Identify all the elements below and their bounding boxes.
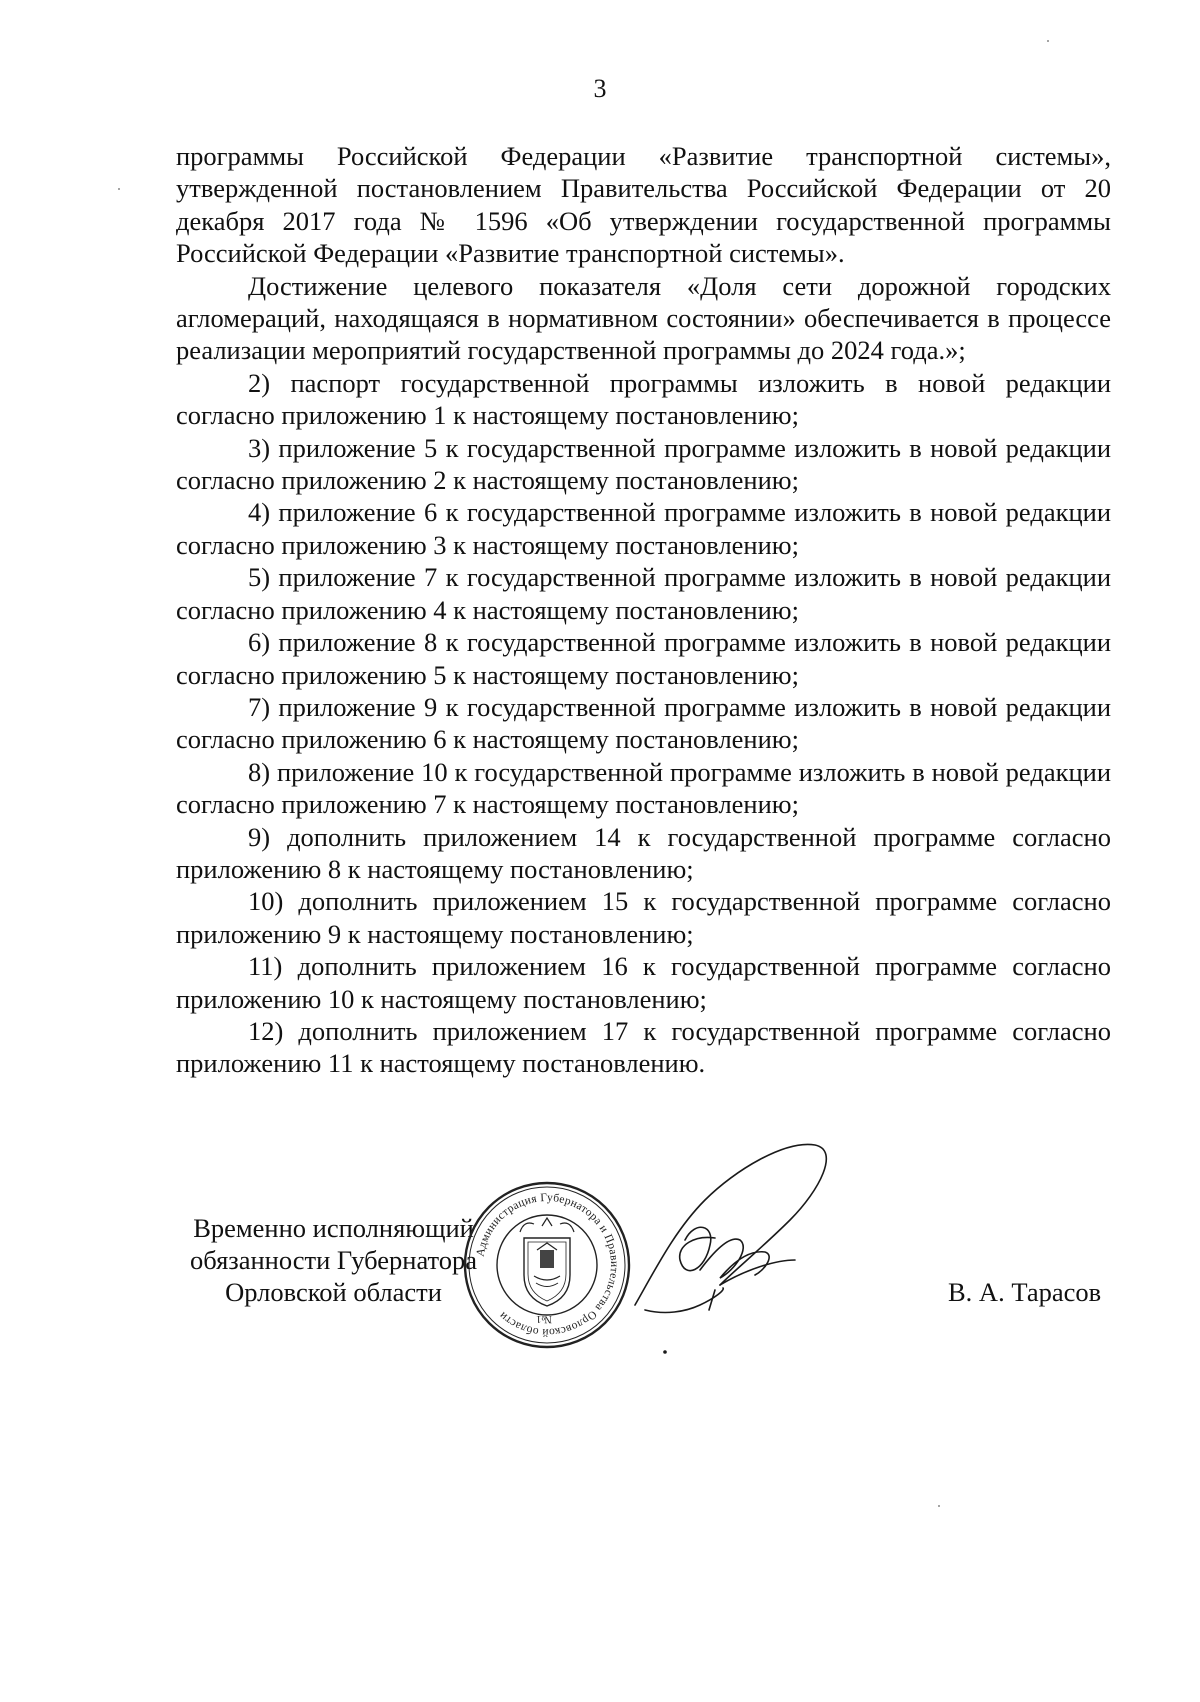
paragraph: Достижение целевого показателя «Доля сети дорожной городских агломераций, находящаяся в нормативном состоянии» обеспечивается в процессе реализации мероприятий государственной программы до 2024 года.»; xyxy=(176,270,1111,366)
list-item: 2) паспорт государственной программы изложить в новой редакции согласно приложению 1 к настоящему постановлению; xyxy=(176,367,1111,431)
scan-speck xyxy=(938,1505,940,1507)
list-item: 9) дополнить приложением 14 к государственной программе согласно приложению 8 к настоящему постановлению; xyxy=(176,821,1111,884)
list-item: 12) дополнить приложением 17 к государственной программе согласно приложению 11 к настоящему постановлению. xyxy=(176,1015,1111,1079)
paragraph: программы Российской Федерации «Развитие транспортной системы», утвержденной постановлением Правительства Российской Федерации от 20 декабря 2017 года № 1596 «Об утверждении государственной программы Российской Федерации «Развитие транспортной системы». xyxy=(176,141,1111,269)
page-number: 3 xyxy=(593,74,607,103)
signature xyxy=(625,1120,895,1360)
list-item: 4) приложение 6 к государственной программе изложить в новой редакции согласно приложению 3 к настоящему постановлению; xyxy=(176,497,1111,560)
list-item: 3) приложение 5 к государственной программе изложить в новой редакции согласно приложению 2 к настоящему постановлению; xyxy=(176,432,1111,496)
list-item: 10) дополнить приложением 15 к государственной программе согласно приложению 9 к настоящему постановлению; xyxy=(176,886,1111,949)
list-item: 6) приложение 8 к государственной программе изложить в новой редакции согласно приложению 5 к настоящему постановлению; xyxy=(176,627,1111,690)
list-item: 7) приложение 9 к государственной программе изложить в новой редакции согласно приложению 6 к настоящему постановлению; xyxy=(176,691,1111,755)
official-seal xyxy=(462,1180,632,1350)
signatory-position-line: Орловской области xyxy=(225,1277,442,1307)
svg-text:Администрация Губернатора и Пр: Администрация Губернатора и Правительства Орловской области xyxy=(474,1191,621,1339)
signatory-position xyxy=(190,1212,477,1308)
signatory-position-line: обязанности Губернатора xyxy=(190,1245,478,1275)
scan-speck xyxy=(1047,40,1049,42)
scan-speck xyxy=(118,188,120,190)
list-item: 11) дополнить приложением 16 к государственной программе согласно приложению 10 к настоящему постановлению; xyxy=(176,951,1111,1014)
list-item: 8) приложение 10 к государственной программе изложить в новой редакции согласно приложению 7 к настоящему постановлению; xyxy=(176,756,1111,820)
signatory-name: В. А. Тарасов xyxy=(948,1277,1102,1307)
document-body xyxy=(176,140,1111,1080)
svg-text:№1: №1 xyxy=(536,1313,552,1325)
signatory-position-line: Временно исполняющий xyxy=(193,1213,474,1243)
list-item: 5) приложение 7 к государственной программе изложить в новой редакции согласно приложению 4 к настоящему постановлению; xyxy=(176,562,1111,625)
